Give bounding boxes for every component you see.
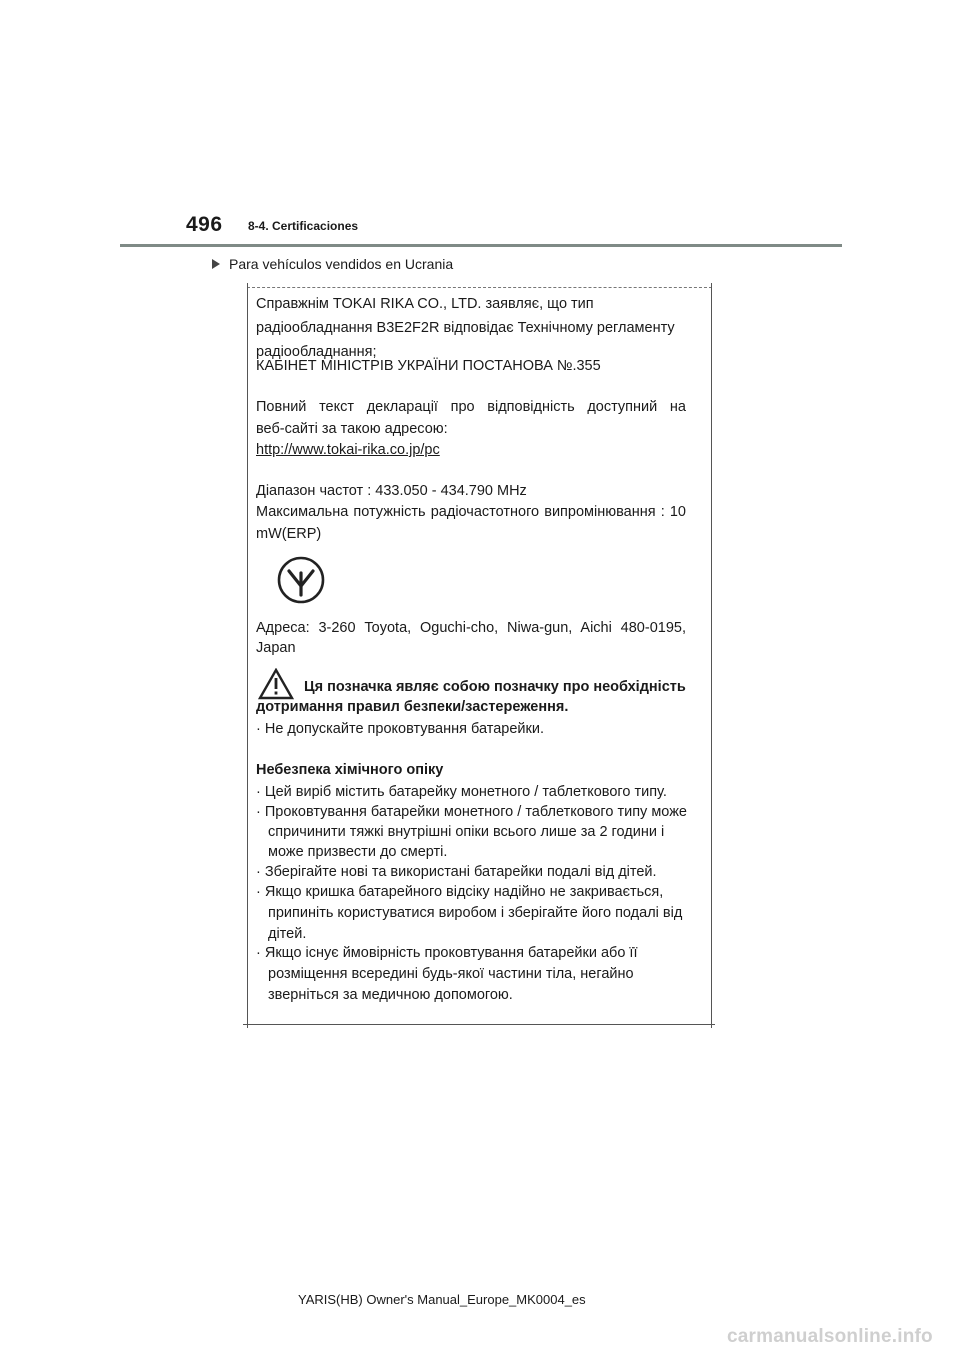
list-item: · Якщо кришка батарейного відсіку надійно не закривається, bbox=[256, 884, 664, 900]
full-text-line: Повний текст декларації про відповідність доступний на bbox=[256, 399, 686, 415]
list-item: · Проковтування батарейки монетного / таблеткового типу може bbox=[256, 804, 687, 820]
list-item: · Не допускайте проковтування батарейки. bbox=[256, 721, 544, 737]
subtitle-text: Para vehículos vendidos en Ucrania bbox=[229, 256, 454, 272]
list-item: · Цей виріб містить батарейку монетного / таблеткового типу. bbox=[256, 784, 667, 800]
list-item: припиніть користуватися виробом і зберігайте його подалі від bbox=[268, 905, 683, 921]
full-text-line: веб-сайті за такою адресою: bbox=[256, 421, 448, 437]
warning-text: дотримання правил безпеки/застереження. bbox=[256, 699, 569, 715]
address-line: Адреса: 3-260 Toyota, Oguchi-cho, Niwa-gun, Aichi 480-0195, bbox=[256, 620, 686, 636]
list-item: може призвести до смерті. bbox=[268, 844, 448, 860]
crop-mark bbox=[247, 283, 248, 291]
frequency-range: Діапазон частот : 433.050 - 434.790 MHz bbox=[256, 483, 527, 499]
max-power-line: Максимальна потужність радіочастотного випромінювання : 10 bbox=[256, 504, 686, 520]
watermark: carmanualsonline.info bbox=[727, 1326, 933, 1347]
list-item: дітей. bbox=[268, 926, 307, 942]
declaration-line: Справжнім TOKAI RIKA CO., LTD. заявляє, що тип bbox=[256, 296, 594, 312]
ukrainian-conformity-mark-icon bbox=[276, 555, 326, 605]
triangle-bullet-icon bbox=[212, 259, 220, 269]
crop-mark bbox=[711, 1020, 712, 1028]
list-item: спричинити тяжкі внутрішні опіки всього лише за 2 години і bbox=[268, 824, 665, 840]
crop-mark bbox=[247, 1020, 248, 1028]
declaration-url[interactable]: http://www.tokai-rika.co.jp/pc bbox=[256, 442, 440, 458]
warning-text: Ця позначка являє собою позначку про необхідність bbox=[304, 679, 686, 695]
header-rule bbox=[120, 244, 842, 247]
declaration-line: радіообладнання; bbox=[256, 344, 377, 360]
resolution-line: КАБІНЕТ МІНІСТРІВ УКРАЇНИ ПОСТАНОВА №.355 bbox=[256, 358, 601, 374]
declaration-line: радіообладнання B3E2F2R відповідає Технічному регламенту bbox=[256, 320, 675, 336]
list-item: · Зберігайте нові та використані батарейки подалі від дітей. bbox=[256, 864, 657, 880]
section-title: 8-4. Certificaciones bbox=[248, 219, 359, 233]
list-item: · Якщо існує ймовірність проковтування батарейки або її bbox=[256, 945, 638, 961]
list-item: розміщення всередині будь-якої частини тіла, негайно bbox=[268, 966, 634, 982]
hazard-title: Небезпека хімічного опіку bbox=[256, 762, 444, 778]
subtitle bbox=[212, 256, 453, 272]
warning-triangle-icon bbox=[258, 668, 294, 700]
max-power-line: mW(ERP) bbox=[256, 526, 322, 542]
list-item: зверніться за медичною допомогою. bbox=[268, 987, 513, 1003]
address-line: Japan bbox=[256, 640, 296, 656]
crop-mark bbox=[711, 283, 712, 291]
manual-footer: YARIS(HB) Owner's Manual_Europe_MK0004_es bbox=[298, 1292, 586, 1307]
page-number: 496 bbox=[186, 213, 223, 236]
